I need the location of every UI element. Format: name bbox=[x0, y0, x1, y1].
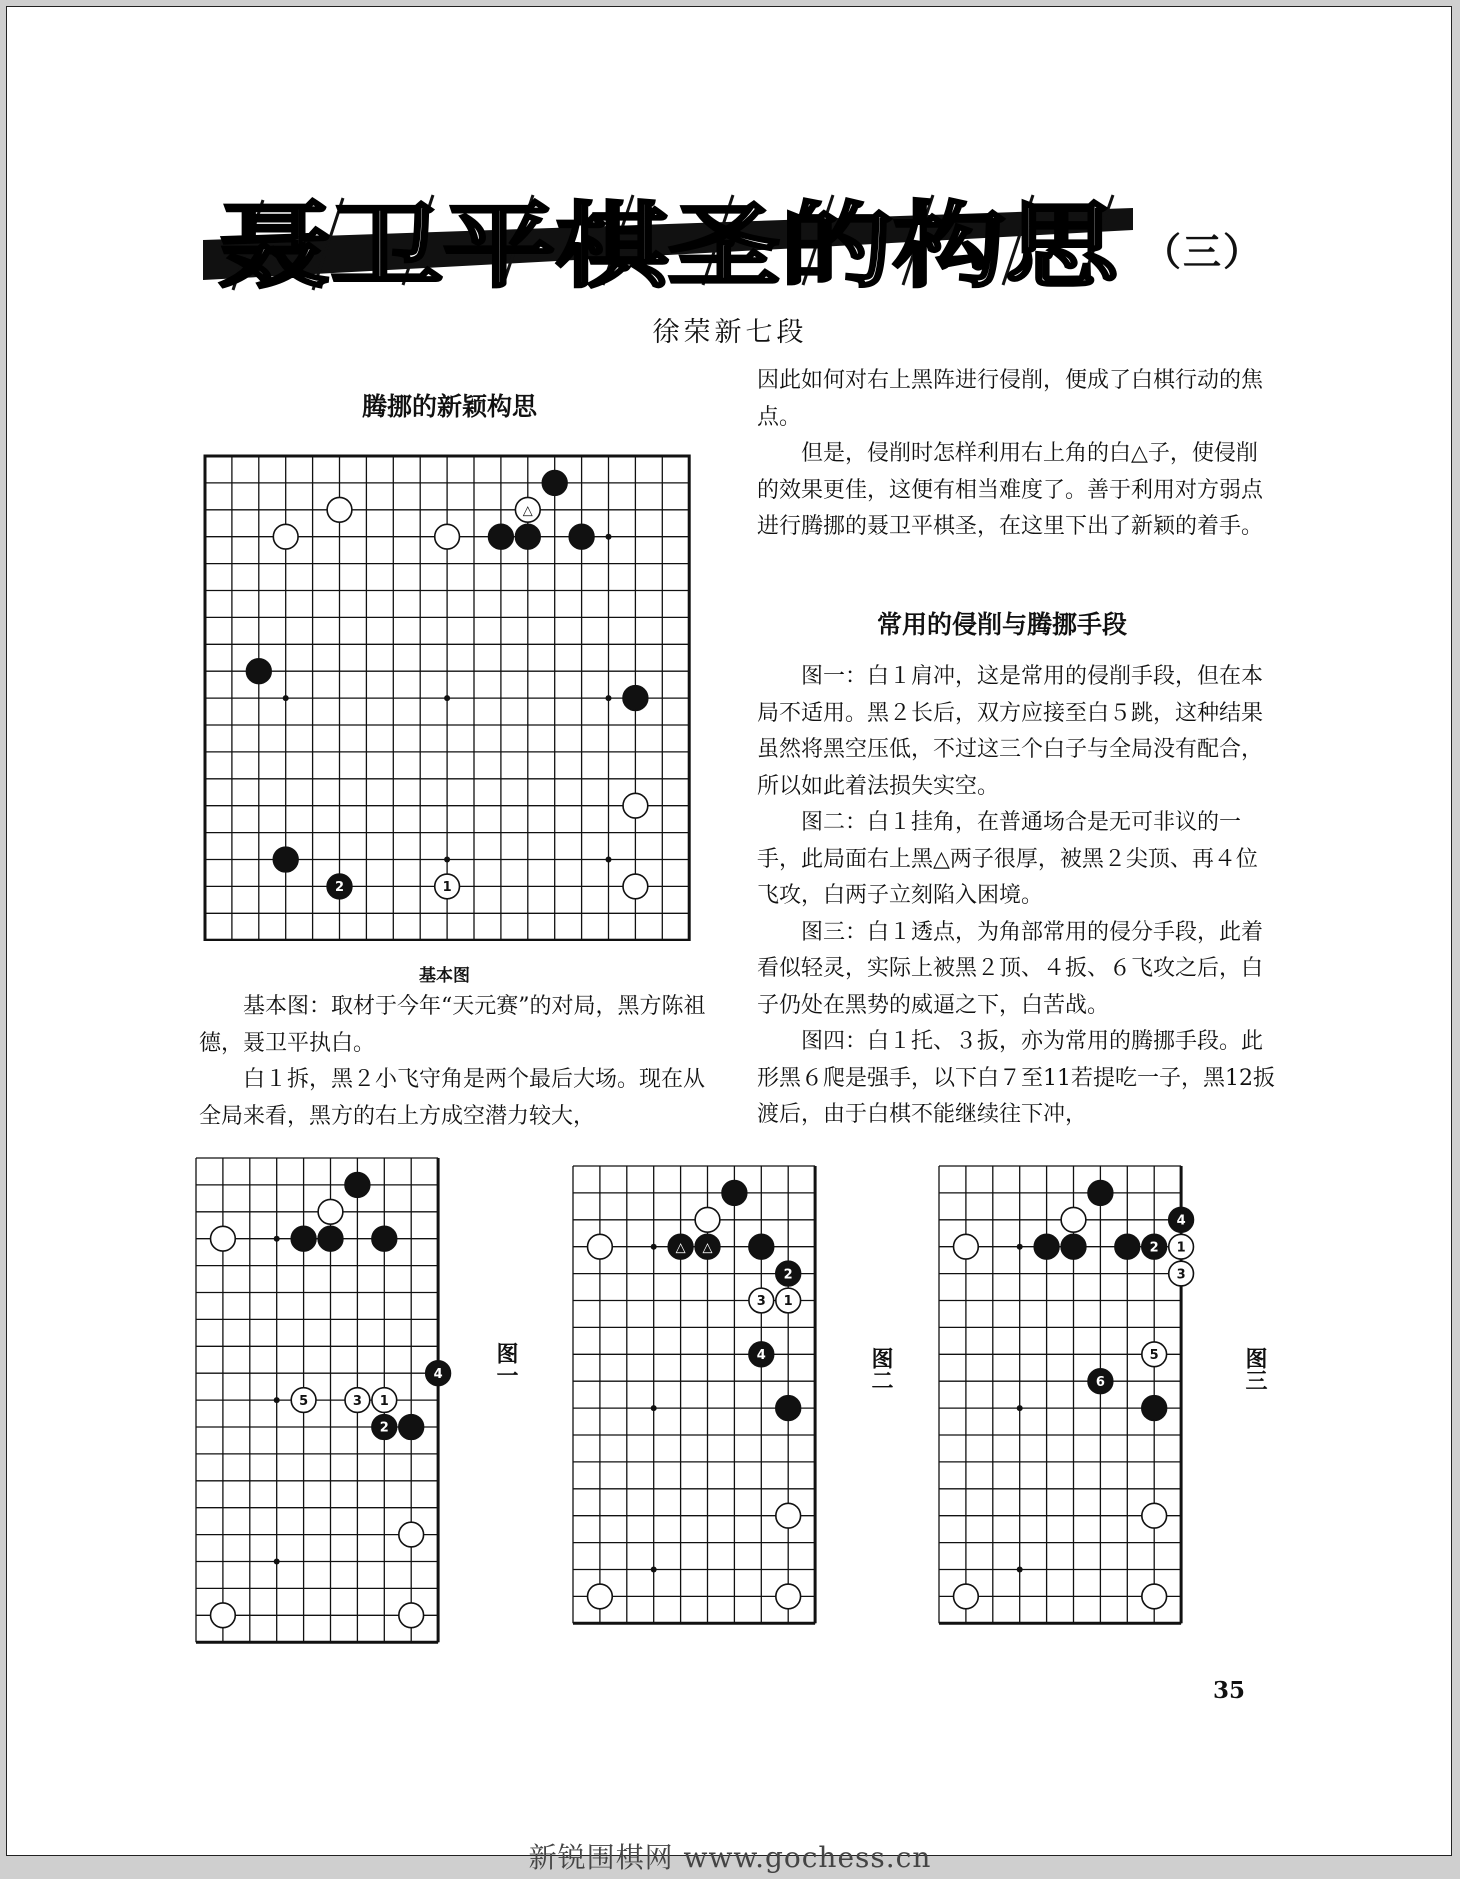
black-stone bbox=[515, 524, 540, 549]
black-stone bbox=[399, 1415, 424, 1440]
star-point bbox=[651, 1244, 657, 1250]
white-stone bbox=[399, 1522, 424, 1547]
star-point bbox=[444, 695, 450, 701]
paragraph: 图三：白１透点，为角部常用的侵分手段，此着看似轻灵，实际上被黑２顶、４扳、６飞攻之后，白子仍处在黑势的威逼之下，白苦战。 bbox=[757, 919, 1264, 1018]
stone-label: 1 bbox=[379, 1393, 389, 1409]
stone-label: 1 bbox=[783, 1294, 793, 1310]
paragraph: 但是，侵削时怎样利用右上角的白△子，使侵削的效果更佳，这便有相当难度了。善于利用对方弱点进行腾挪的聂卫平棋圣，在这里下出了新颖的着手。 bbox=[757, 441, 1264, 539]
white-stone bbox=[1142, 1503, 1167, 1528]
black-stone bbox=[372, 1226, 397, 1251]
white-stone bbox=[954, 1584, 979, 1609]
white-stone bbox=[273, 524, 298, 549]
white-stone bbox=[954, 1234, 979, 1259]
paragraph: 图一：白１肩冲，这是常用的侵削手段，但在本局不适用。黑２长后，双方应接至白５跳，这种结果虽然将黑空压低，不过这三个白子与全局没有配合，所以如此着法损失实空。 bbox=[757, 664, 1264, 799]
star-point bbox=[651, 1405, 657, 1411]
figure-label-2: 图二 bbox=[868, 1347, 893, 1391]
black-stone bbox=[1088, 1181, 1113, 1206]
black-stone bbox=[273, 847, 298, 872]
stone-label: 4 bbox=[756, 1348, 766, 1364]
black-stone bbox=[1115, 1234, 1140, 1259]
page-number: 35 bbox=[1213, 1677, 1246, 1704]
white-stone bbox=[399, 1603, 424, 1628]
white-stone bbox=[623, 793, 648, 818]
star-point bbox=[1017, 1567, 1023, 1573]
star-point bbox=[606, 534, 612, 540]
right-column-text-top bbox=[757, 363, 1275, 546]
section-heading-right: 常用的侵削与腾挪手段 bbox=[877, 610, 1128, 639]
board-grid bbox=[573, 1166, 815, 1623]
star-point bbox=[274, 1397, 280, 1403]
stone-label: △ bbox=[522, 503, 533, 519]
figure-label-1: 图一 bbox=[493, 1342, 518, 1386]
go-board-figure-3 bbox=[927, 1162, 1225, 1646]
black-stone bbox=[776, 1396, 801, 1421]
right-column-text-bottom bbox=[757, 659, 1275, 1134]
black-stone bbox=[1142, 1396, 1167, 1421]
star-point bbox=[606, 695, 612, 701]
white-stone bbox=[211, 1603, 236, 1628]
star-point bbox=[1017, 1405, 1023, 1411]
stone-label: 4 bbox=[1176, 1213, 1186, 1229]
white-stone bbox=[435, 524, 460, 549]
black-stone bbox=[1061, 1234, 1086, 1259]
white-stone bbox=[211, 1226, 236, 1251]
paragraph: 基本图：取材于今年“天元赛”的对局，黑方陈祖德，聂卫平执白。 bbox=[199, 994, 706, 1056]
figure-label-3: 图三 bbox=[1242, 1347, 1267, 1391]
white-stone bbox=[327, 497, 352, 522]
black-stone bbox=[722, 1181, 747, 1206]
stone-label: △ bbox=[702, 1240, 713, 1256]
stone-label: 1 bbox=[442, 880, 452, 896]
star-point bbox=[274, 1236, 280, 1242]
stone-label: 1 bbox=[1176, 1240, 1186, 1256]
stone-label: 5 bbox=[299, 1393, 309, 1409]
star-point bbox=[444, 857, 450, 863]
black-stone bbox=[345, 1173, 370, 1198]
section-heading-left: 腾挪的新颖构思 bbox=[362, 392, 538, 421]
stone-label: 2 bbox=[334, 880, 345, 896]
figure-caption-basic: 基本图 bbox=[419, 966, 470, 986]
black-stone bbox=[623, 686, 648, 711]
black-stone bbox=[318, 1226, 343, 1251]
paragraph: 图四：白１托、３扳，亦为常用的腾挪手段。此形黑６爬是强手，以下白７至11若提吃一子，黑12扳渡后，由于白棋不能继续往下冲， bbox=[757, 1029, 1275, 1127]
white-stone bbox=[588, 1584, 613, 1609]
black-stone bbox=[749, 1234, 774, 1259]
white-stone bbox=[623, 874, 648, 899]
article-title: 聂卫平棋圣的构思 bbox=[218, 193, 1122, 295]
page bbox=[6, 6, 1452, 1856]
go-board-basic bbox=[199, 451, 697, 941]
white-stone bbox=[1061, 1207, 1086, 1232]
white-stone bbox=[318, 1199, 343, 1224]
star-point bbox=[606, 857, 612, 863]
black-stone bbox=[246, 659, 271, 684]
black-stone bbox=[1034, 1234, 1059, 1259]
stone-label: 3 bbox=[1176, 1267, 1186, 1283]
star-point bbox=[1017, 1244, 1023, 1250]
white-stone bbox=[695, 1207, 720, 1232]
article-author: 徐荣新七段 bbox=[652, 317, 808, 348]
site-watermark: 新锐围棋网 www.gochess.cn bbox=[528, 1841, 932, 1874]
white-stone bbox=[1142, 1584, 1167, 1609]
paragraph: 图二：白１挂角，在普通场合是无可非议的一手，此局面右上黑△两子很厚，被黑２尖顶、再４位飞攻，白两子立刻陷入困境。 bbox=[757, 810, 1258, 908]
black-stone bbox=[291, 1226, 316, 1251]
stone-label: 6 bbox=[1095, 1374, 1105, 1390]
white-stone bbox=[588, 1234, 613, 1259]
title-banner bbox=[203, 190, 1133, 295]
star-point bbox=[283, 695, 289, 701]
white-stone bbox=[776, 1584, 801, 1609]
stone-label: 4 bbox=[433, 1366, 443, 1382]
star-point bbox=[274, 1559, 280, 1565]
stone-label: 2 bbox=[783, 1267, 793, 1283]
stone-label: 2 bbox=[379, 1420, 389, 1436]
star-point bbox=[651, 1567, 657, 1573]
board-grid bbox=[939, 1166, 1181, 1623]
article-series: （三） bbox=[1143, 229, 1264, 274]
stone-label: 5 bbox=[1149, 1348, 1159, 1364]
black-stone bbox=[489, 524, 514, 549]
black-stone bbox=[569, 524, 594, 549]
left-column-text bbox=[199, 989, 709, 1135]
paragraph: 因此如何对右上黑阵进行侵削，便成了白棋行动的焦点。 bbox=[757, 368, 1264, 430]
go-board-figure-1 bbox=[193, 1155, 483, 1647]
black-stone bbox=[542, 471, 567, 496]
stone-label: 3 bbox=[352, 1393, 362, 1409]
stone-label: △ bbox=[675, 1240, 686, 1256]
stone-label: 2 bbox=[1149, 1240, 1159, 1256]
go-board-figure-2 bbox=[561, 1162, 857, 1646]
paragraph: 白１拆，黑２小飞守角是两个最后大场。现在从全局来看，黑方的右上方成空潜力较大， bbox=[199, 1067, 706, 1129]
stone-label: 3 bbox=[756, 1294, 766, 1310]
white-stone bbox=[776, 1503, 801, 1528]
